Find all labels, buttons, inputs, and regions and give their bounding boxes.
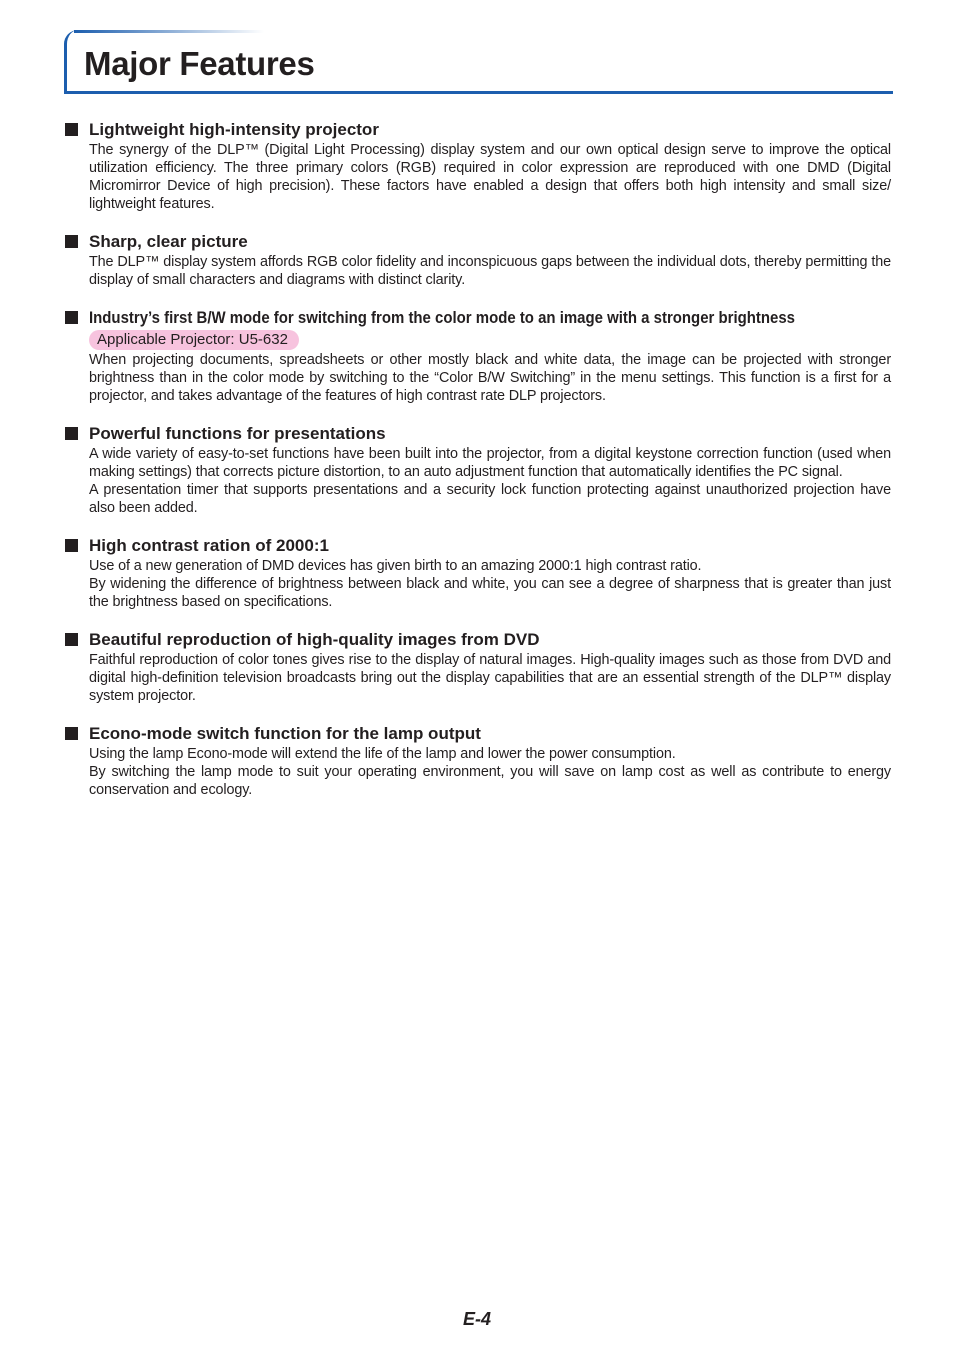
paragraph: Using the lamp Econo-mode will extend the life of the lamp and lower the power consumption. (89, 746, 676, 762)
paragraph: The DLP™ display system affords RGB color fidelity and inconspicuous gaps between the individual dots, thereby permitting the display of small characters and diagrams with distinct clarity. (89, 254, 891, 288)
section-heading (64, 423, 891, 445)
heading-text: High contrast ration of 2000:1 (89, 536, 329, 555)
feature-high-contrast (64, 535, 891, 611)
feature-dvd-reproduction (64, 629, 891, 705)
feature-econo-mode (64, 723, 891, 799)
square-bullet-icon (65, 539, 78, 552)
features-list (64, 119, 891, 817)
square-bullet-icon (65, 311, 78, 324)
page-number (0, 1308, 954, 1330)
heading-text: Industry’s first B/W mode for switching from the color mode to an image with a stronger brightness (89, 308, 795, 327)
paragraph: A wide variety of easy-to-set functions have been built into the projector, from a digital keystone correction function (used when making settings) that corrects picture distortion, to an auto adjustment function that automatically identifies the PC signal. (89, 446, 891, 480)
square-bullet-icon (65, 427, 78, 440)
square-bullet-icon (65, 123, 78, 136)
feature-lightweight (64, 119, 891, 213)
section-heading (64, 629, 891, 651)
section-heading (64, 119, 891, 141)
feature-bw-mode (64, 307, 891, 405)
feature-presentations (64, 423, 891, 517)
page-title: Major Features (84, 45, 315, 82)
section-heading (64, 231, 891, 253)
title-gradient-line (74, 30, 264, 33)
paragraph: By switching the lamp mode to suit your operating environment, you will save on lamp cost as well as contribute to energy conservation and ecology. (89, 764, 891, 798)
heading-text: Powerful functions for presentations (89, 424, 386, 443)
section-heading (64, 535, 891, 557)
heading-text: Econo-mode switch function for the lamp output (89, 724, 481, 743)
paragraph: When projecting documents, spreadsheets or other mostly black and white data, the image can be projected with stronger brightness than in the color mode by switching to the “Color B/W Switching” in the menu settings. This function is a first for a projector, and takes advantage of the features of high contrast rate DLP projectors. (89, 352, 891, 404)
section-heading (64, 307, 891, 329)
applicable-projector-badge: Applicable Projector: U5-632 (89, 330, 299, 350)
heading-text: Lightweight high-intensity projector (89, 120, 379, 139)
page-number-text: E-4 (462, 1309, 491, 1329)
square-bullet-icon (65, 633, 78, 646)
feature-sharp-picture (64, 231, 891, 289)
heading-text: Sharp, clear picture (89, 232, 248, 251)
section-heading (64, 723, 891, 745)
paragraph: By widening the difference of brightness between black and white, you can see a degree of sharpness that is greater than just the brightness based on specifications. (89, 576, 891, 610)
paragraph: A presentation timer that supports presentations and a security lock function protecting against unauthorized projection have also been added. (89, 482, 891, 516)
paragraph: The synergy of the DLP™ (Digital Light Processing) display system and our own optical design serve to improve the optical utilization efficiency. The three primary colors (RGB) required in color expression are reproduced with one DMD (Digital Micromirror Device of high precision). These factors have enabled a design that offers both high intensity and small size/ lightweight features. (89, 142, 891, 212)
heading-text: Beautiful reproduction of high-quality images from DVD (89, 630, 540, 649)
paragraph: Faithful reproduction of color tones gives rise to the display of natural images. High-quality images such as those from DVD and digital high-definition television broadcasts bring out the display capabilities that are an essential strength of the DLP™ display system projector. (89, 652, 891, 704)
paragraph: Use of a new generation of DMD devices has given birth to an amazing 2000:1 high contrast ratio. (89, 558, 702, 574)
square-bullet-icon (65, 235, 78, 248)
square-bullet-icon (65, 727, 78, 740)
